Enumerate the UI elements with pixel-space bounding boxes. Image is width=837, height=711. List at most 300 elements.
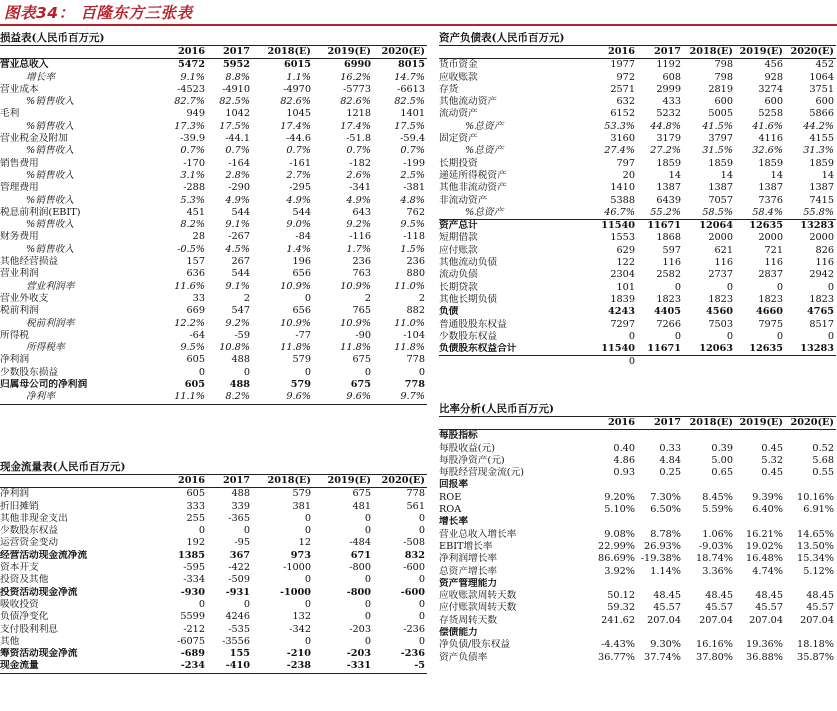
value-cell: 132 <box>292 611 311 623</box>
value-cell: 15.34% <box>797 553 834 565</box>
row-label: 其他经营损益 <box>0 256 59 268</box>
value-cell: 32.6% <box>752 145 783 157</box>
row-label: 其他非流动资产 <box>439 182 507 194</box>
value-cell: 0.7% <box>225 145 250 157</box>
value-cell: 765 <box>352 305 371 317</box>
value-cell: 544 <box>292 206 311 218</box>
row-label: 固定资产 <box>439 133 478 145</box>
value-cell: 0 <box>364 366 371 378</box>
row-label: %总资产 <box>465 120 504 132</box>
value-cell: 13283 <box>800 220 834 232</box>
table-row <box>439 84 836 96</box>
value-cell: -800 <box>346 586 371 598</box>
table-row <box>0 391 427 404</box>
year-header: 2016 <box>152 46 207 59</box>
year-header: 2017 <box>207 475 252 488</box>
value-cell: 367 <box>229 549 250 561</box>
header-row <box>0 46 427 59</box>
value-cell: 13.50% <box>797 540 834 552</box>
year-header: 2016 <box>152 475 207 488</box>
year-header: 2020(E) <box>373 46 427 59</box>
header-row <box>439 417 836 430</box>
value-cell: 3751 <box>809 83 834 95</box>
value-cell: 48.45 <box>755 590 783 602</box>
value-cell: 0 <box>418 512 425 524</box>
value-cell: 10.8% <box>219 342 250 354</box>
table-row <box>0 108 427 120</box>
value-cell: 45.57 <box>705 602 733 614</box>
value-cell: 236 <box>406 256 425 268</box>
row-label: ROE <box>439 491 462 503</box>
value-cell: 339 <box>231 500 250 512</box>
table-row <box>439 331 836 343</box>
value-cell: 0 <box>364 635 371 647</box>
value-cell <box>637 578 683 590</box>
value-cell: -39.9 <box>180 133 205 145</box>
value-cell: 605 <box>184 379 205 391</box>
value-cell: 1977 <box>610 59 635 71</box>
value-cell: -44.1 <box>225 133 250 145</box>
row-label: 筹资活动现金净流 <box>0 648 78 660</box>
row-label: 非流动资产 <box>439 194 488 206</box>
value-cell: 1823 <box>758 293 783 305</box>
value-cell: 0 <box>776 330 783 342</box>
table-row <box>439 294 836 306</box>
table-row <box>0 611 427 623</box>
row-label: 少数股东权益 <box>0 525 59 537</box>
row-label: 其他流动负债 <box>439 257 498 269</box>
table-row <box>0 207 427 219</box>
value-cell: 1823 <box>656 293 681 305</box>
row-label: 销售费用 <box>0 157 39 169</box>
value-cell: 9.1% <box>225 219 250 231</box>
value-cell: -104 <box>403 329 425 341</box>
value-cell: -212 <box>183 623 205 635</box>
value-cell: -234 <box>152 660 207 673</box>
value-cell: 0 <box>418 598 425 610</box>
value-cell: 0 <box>628 356 635 368</box>
table-row <box>439 108 836 120</box>
year-header: 2019(E) <box>313 475 373 488</box>
value-cell: 456 <box>764 59 783 71</box>
value-cell: 9.08% <box>604 528 635 540</box>
value-cell: -6075 <box>177 635 205 647</box>
table-row <box>439 615 836 627</box>
value-cell: 0 <box>304 635 311 647</box>
row-label: 每股经营现金流(元) <box>439 467 525 479</box>
value-cell: 5472 <box>178 59 205 71</box>
table-row <box>439 627 836 639</box>
value-cell: -0.5% <box>177 243 205 255</box>
value-cell: 59.32 <box>607 602 635 614</box>
value-cell: 629 <box>616 244 635 256</box>
table-row <box>0 305 427 317</box>
year-header: 2018(E) <box>252 46 313 59</box>
header-blank <box>439 417 587 430</box>
value-cell: 207.04 <box>647 614 681 626</box>
table-row <box>439 182 836 194</box>
value-cell: -422 <box>228 562 250 574</box>
value-cell: 0 <box>304 366 311 378</box>
value-cell <box>735 430 785 443</box>
row-label: 递延所得税资产 <box>439 169 507 181</box>
value-cell: 48.45 <box>806 590 834 602</box>
value-cell: 31.3% <box>803 145 834 157</box>
value-cell: 621 <box>714 244 733 256</box>
table-row <box>0 354 427 366</box>
value-cell: -203 <box>346 648 371 660</box>
value-cell: 600 <box>815 96 834 108</box>
table-row <box>0 624 427 636</box>
value-cell: 35.87% <box>797 651 834 663</box>
year-header: 2017 <box>637 417 683 430</box>
value-cell: 14.65% <box>797 528 834 540</box>
value-cell: 0 <box>304 574 311 586</box>
table-row <box>0 599 427 611</box>
value-cell: 1.1% <box>286 71 311 83</box>
row-label: 每股收益(元) <box>439 442 495 454</box>
table-row <box>439 257 836 269</box>
row-label: %销售收入 <box>26 243 74 255</box>
balance-sheet-table <box>439 45 836 369</box>
value-cell: -44.6 <box>286 133 311 145</box>
value-cell <box>683 356 735 369</box>
value-cell: -77 <box>295 329 311 341</box>
value-cell: 826 <box>815 244 834 256</box>
value-cell: -84 <box>295 231 311 243</box>
value-cell: 832 <box>404 549 425 561</box>
value-cell: -535 <box>228 623 250 635</box>
table-row <box>439 72 836 84</box>
value-cell: 0 <box>243 366 250 378</box>
table-row <box>0 281 427 293</box>
value-cell: 0 <box>364 512 371 524</box>
value-cell: -295 <box>289 182 311 194</box>
value-cell: 7376 <box>758 194 783 206</box>
value-cell: 48.45 <box>705 590 733 602</box>
value-cell: 778 <box>406 354 425 366</box>
value-cell: -59.4 <box>400 133 425 145</box>
value-cell: 6015 <box>284 59 311 71</box>
value-cell: 5952 <box>223 59 250 71</box>
row-label: 所得税 <box>0 329 30 341</box>
value-cell: 36.88% <box>746 651 783 663</box>
row-label: 其他非现金支出 <box>0 512 68 524</box>
value-cell <box>735 479 785 491</box>
value-cell: 5.68 <box>812 454 834 466</box>
row-label: 归属母公司的净利润 <box>0 379 88 391</box>
value-cell: 6439 <box>656 194 681 206</box>
row-label: 应付账款周转天数 <box>439 602 517 614</box>
row-label: %销售收入 <box>26 219 74 231</box>
value-cell: 1192 <box>656 59 681 71</box>
value-cell: -170 <box>183 157 205 169</box>
income-statement-table <box>0 45 427 405</box>
row-label: 营业成本 <box>0 83 39 95</box>
value-cell: 675 <box>352 354 371 366</box>
value-cell: 882 <box>406 305 425 317</box>
value-cell: 0 <box>827 330 834 342</box>
value-cell: 8.2% <box>180 219 205 231</box>
table-row <box>0 636 427 648</box>
table-row <box>0 501 427 513</box>
value-cell: 155 <box>229 648 250 660</box>
row-label: 折旧摊销 <box>0 500 39 512</box>
value-cell: -1000 <box>283 562 311 574</box>
value-cell: 33 <box>192 292 205 304</box>
year-header: 2020(E) <box>785 417 836 430</box>
table-row <box>0 525 427 537</box>
value-cell: 4116 <box>758 133 783 145</box>
row-label: 经营活动现金流净流 <box>0 549 88 561</box>
header-blank <box>0 475 152 488</box>
row-label: 净利润增长率 <box>439 553 498 565</box>
value-cell: 4560 <box>706 306 733 318</box>
value-cell: 8.8% <box>225 71 250 83</box>
row-label: 少数股东损益 <box>0 366 59 378</box>
value-cell: 116 <box>662 257 681 269</box>
table-row <box>0 170 427 182</box>
value-cell <box>735 516 785 528</box>
value-cell: -381 <box>403 182 425 194</box>
row-label: %销售收入 <box>26 96 74 108</box>
value-cell: -484 <box>349 537 371 549</box>
value-cell: 0.7% <box>346 145 371 157</box>
value-cell: 58.5% <box>683 207 735 220</box>
table-row <box>439 479 836 491</box>
value-cell: -51.8 <box>346 133 371 145</box>
value-cell: 2819 <box>708 83 733 95</box>
value-cell: 11540 <box>601 220 635 232</box>
row-label: 资产管理能力 <box>439 577 498 589</box>
table-row <box>0 488 427 501</box>
table-row <box>439 492 836 504</box>
value-cell: 12064 <box>699 220 733 232</box>
table-row <box>439 121 836 133</box>
table-row <box>0 195 427 207</box>
row-label: 吸收投资 <box>0 598 39 610</box>
value-cell: 1.7% <box>346 243 371 255</box>
value-cell: 9.39% <box>752 491 783 503</box>
value-cell: 669 <box>186 305 205 317</box>
row-label: 流动负债 <box>439 269 478 281</box>
value-cell: 11.8% <box>340 342 371 354</box>
value-cell: 778 <box>406 488 425 500</box>
table-row <box>0 158 427 170</box>
value-cell: -3556 <box>222 635 250 647</box>
value-cell: 605 <box>186 488 205 500</box>
row-label: 净利率 <box>0 391 152 404</box>
table-row <box>439 652 836 664</box>
value-cell: 0 <box>418 574 425 586</box>
value-cell: 675 <box>350 379 371 391</box>
value-cell: 0 <box>364 598 371 610</box>
value-cell: 53.3% <box>604 120 635 132</box>
table-row <box>0 367 427 379</box>
value-cell: -182 <box>349 157 371 169</box>
value-cell: 14 <box>770 169 783 181</box>
table-row <box>439 306 836 318</box>
value-cell: 0 <box>674 281 681 293</box>
value-cell: 1868 <box>656 232 681 244</box>
value-cell: 0 <box>726 281 733 293</box>
value-cell: 41.5% <box>702 120 733 132</box>
row-label: 普通股股东权益 <box>439 318 507 330</box>
value-cell: 600 <box>764 96 783 108</box>
value-cell: 1.5% <box>400 243 425 255</box>
value-cell <box>785 627 836 639</box>
header-blank <box>439 46 587 59</box>
value-cell: 0 <box>776 281 783 293</box>
value-cell: 86.69% <box>598 553 635 565</box>
value-cell: 37.80% <box>696 651 733 663</box>
value-cell: -342 <box>289 623 311 635</box>
value-cell: 5.32 <box>761 454 783 466</box>
value-cell: 12635 <box>735 343 785 356</box>
value-cell: 45.57 <box>653 602 681 614</box>
table-row <box>439 170 836 182</box>
value-cell: 4.84 <box>659 454 681 466</box>
row-label: 净利润 <box>0 354 30 366</box>
value-cell: 7057 <box>708 194 733 206</box>
value-cell: 0 <box>364 525 371 537</box>
row-label: 总资产增长率 <box>439 565 498 577</box>
value-cell: 547 <box>231 305 250 317</box>
value-cell <box>587 627 637 639</box>
row-label: 其他长期负债 <box>439 293 498 305</box>
table-row <box>0 145 427 157</box>
value-cell: 0 <box>304 598 311 610</box>
value-cell: -4910 <box>222 83 250 95</box>
value-cell: 82.6% <box>280 96 311 108</box>
value-cell: 28 <box>192 231 205 243</box>
row-label: 其他 <box>0 635 20 647</box>
value-cell: -930 <box>180 586 205 598</box>
value-cell: 0 <box>827 281 834 293</box>
value-cell: 656 <box>292 305 311 317</box>
value-cell: -238 <box>252 660 313 673</box>
cashflow-statement-panel <box>0 460 427 696</box>
row-label: 资产总计 <box>439 220 478 232</box>
value-cell: 0 <box>674 330 681 342</box>
value-cell: 116 <box>714 257 733 269</box>
row-label: 营业利润 <box>0 268 39 280</box>
value-cell: 4.74% <box>752 565 783 577</box>
value-cell: 544 <box>231 206 250 218</box>
row-label: 负债净变化 <box>0 611 49 623</box>
value-cell: -164 <box>228 157 250 169</box>
value-cell: 778 <box>404 379 425 391</box>
value-cell: 1.14% <box>650 565 681 577</box>
value-cell: 2 <box>364 292 371 304</box>
row-label: 支付股利利息 <box>0 623 59 635</box>
value-cell: 31.5% <box>702 145 733 157</box>
value-cell: 798 <box>714 59 733 71</box>
value-cell: 5866 <box>809 108 834 120</box>
year-header: 2017 <box>207 46 252 59</box>
value-cell: 579 <box>292 354 311 366</box>
value-cell: 236 <box>352 256 371 268</box>
value-cell: 0 <box>198 366 205 378</box>
value-cell: 2582 <box>656 269 681 281</box>
value-cell: 481 <box>352 500 371 512</box>
row-label: 应收账款 <box>439 71 478 83</box>
row-label: 每股指标 <box>439 430 478 442</box>
value-cell: 267 <box>231 256 250 268</box>
value-cell: 2304 <box>610 269 635 281</box>
value-cell: 12063 <box>683 343 735 356</box>
table-row <box>0 660 427 673</box>
table-row <box>0 256 427 268</box>
value-cell: 16.16% <box>696 639 733 651</box>
value-cell: 3.36% <box>702 565 733 577</box>
row-label: EBIT增长率 <box>439 540 493 552</box>
value-cell: 1859 <box>708 157 733 169</box>
value-cell: -5 <box>373 660 427 673</box>
value-cell: 9.20% <box>604 491 635 503</box>
value-cell: 16.2% <box>340 71 371 83</box>
value-cell: 5599 <box>180 611 205 623</box>
value-cell: 82.5% <box>219 96 250 108</box>
value-cell: 972 <box>616 71 635 83</box>
value-cell: 255 <box>186 512 205 524</box>
value-cell: 451 <box>186 206 205 218</box>
value-cell: 0.93 <box>613 467 635 479</box>
row-label: %总资产 <box>465 145 504 157</box>
value-cell: 9.6% <box>313 391 373 404</box>
value-cell: -331 <box>313 660 373 673</box>
table-row <box>439 541 836 553</box>
value-cell <box>785 516 836 528</box>
header-blank <box>0 46 152 59</box>
value-cell: 9.1% <box>225 280 250 292</box>
row-label: 投资及其他 <box>0 574 49 586</box>
value-cell: 26.93% <box>644 540 681 552</box>
value-cell: 41.6% <box>752 120 783 132</box>
value-cell: 11.0% <box>394 317 425 329</box>
table-row <box>439 566 836 578</box>
value-cell: 0.7% <box>286 145 311 157</box>
value-cell: 82.5% <box>394 96 425 108</box>
value-cell: -19.38% <box>640 553 681 565</box>
table-row <box>0 231 427 243</box>
value-cell: 8015 <box>398 59 425 71</box>
table-row <box>0 72 427 84</box>
value-cell: 13283 <box>785 343 836 356</box>
value-cell: 1385 <box>178 549 205 561</box>
value-cell: 0 <box>304 292 311 304</box>
value-cell: 4.9% <box>286 194 311 206</box>
row-label: ROA <box>439 504 462 516</box>
value-cell: 2.5% <box>400 169 425 181</box>
row-label: 增长率 <box>26 71 56 83</box>
value-cell: -595 <box>183 562 205 574</box>
value-cell: 797 <box>616 157 635 169</box>
table-row <box>0 550 427 562</box>
table-row <box>439 553 836 565</box>
value-cell: 3.1% <box>180 169 205 181</box>
value-cell: -600 <box>403 562 425 574</box>
value-cell: -59 <box>234 329 250 341</box>
cashflow-statement-title: 现金流量表(人民币百万元) <box>0 461 126 473</box>
row-label: 资本开支 <box>0 562 39 574</box>
value-cell: 10.9% <box>280 280 311 292</box>
value-cell <box>637 516 683 528</box>
value-cell: 48.45 <box>653 590 681 602</box>
value-cell: -267 <box>228 231 250 243</box>
value-cell: 50.12 <box>607 590 635 602</box>
value-cell: 6.40% <box>752 504 783 516</box>
